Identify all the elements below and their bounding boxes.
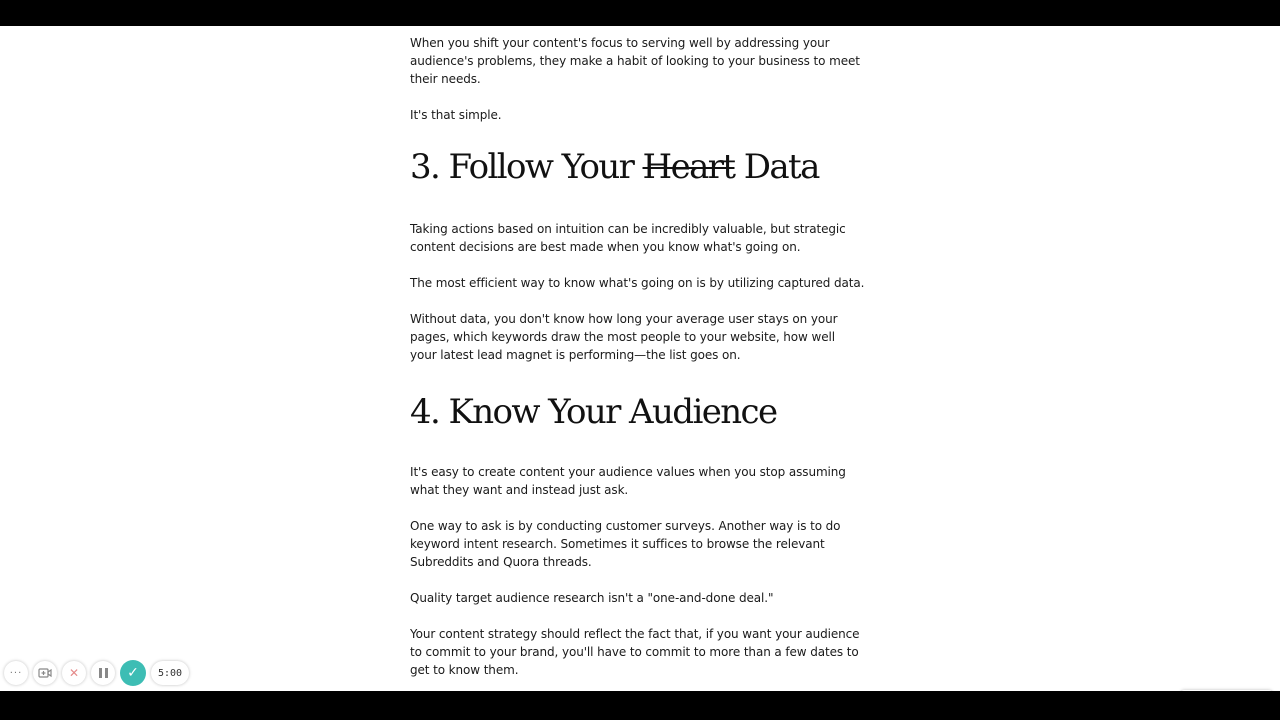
paragraph: It's easy to create content your audience values when you stop assuming what they want and instead just ask. — [410, 465, 846, 497]
finish-recording-button[interactable] — [120, 660, 146, 686]
webpage-viewport[interactable] — [0, 26, 1280, 691]
heading-suffix: Data — [743, 147, 819, 187]
heading-prefix: 3. Follow Your — [410, 147, 634, 187]
top-letterbox-bar — [0, 0, 1280, 26]
bottom-letterbox-bar — [0, 691, 1280, 720]
recording-timer: 5:00 — [151, 661, 189, 685]
close-icon: ✕ — [68, 666, 80, 680]
section-heading-3 — [410, 147, 865, 187]
paragraph: Without data, you don't know how long your average user stays on your pages, which keywords draw the most people to your website, how well your latest lead magnet is performing—the list goes on. — [410, 312, 838, 362]
paragraph: The most efficient way to know what's going on is by utilizing captured data. — [410, 276, 865, 290]
article-body — [410, 34, 865, 679]
camera-icon — [38, 667, 52, 679]
more-options-button[interactable] — [4, 661, 28, 685]
struck-word: Heart — [642, 147, 735, 187]
discard-recording-button[interactable] — [62, 661, 86, 685]
section-heading-4: 4. Know Your Audience — [410, 392, 777, 432]
recording-controls — [4, 658, 189, 688]
pause-button[interactable] — [91, 661, 115, 685]
camera-toggle-button[interactable] — [33, 661, 57, 685]
paragraph: Your content strategy should reflect the fact that, if you want your audience to commit to your brand, you'll have to commit to more than a few dates to get to know them. — [410, 627, 860, 677]
paragraph: One way to ask is by conducting customer surveys. Another way is to do keyword intent research. Sometimes it suffices to browse the relevant Subreddits and Quora threads. — [410, 519, 841, 569]
paragraph: It's that simple. — [410, 108, 502, 122]
paragraph: Quality target audience research isn't a "one-and-done deal." — [410, 591, 774, 605]
paragraph: When you shift your content's focus to serving well by addressing your audience's problems, they make a habit of looking to your business to meet their needs. — [410, 36, 860, 86]
check-icon: ✓ — [127, 665, 139, 681]
paragraph: Taking actions based on intuition can be incredibly valuable, but strategic content decisions are best made when you know what's going on. — [410, 222, 846, 254]
more-icon: ··· — [9, 667, 23, 679]
pause-icon — [99, 668, 108, 678]
